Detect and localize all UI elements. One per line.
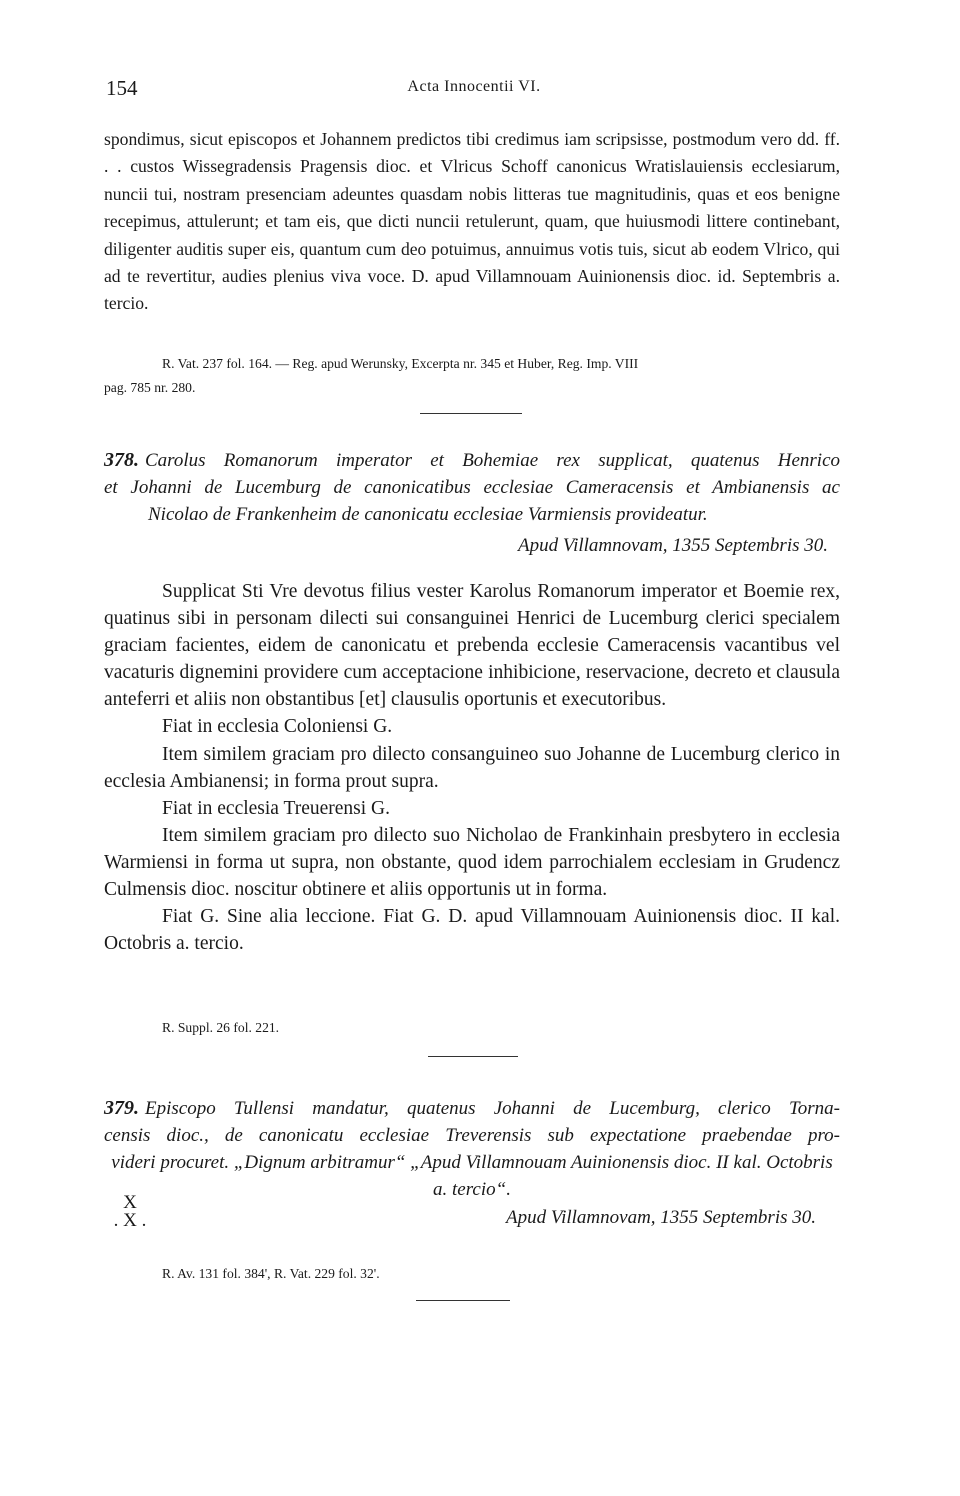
entry-date: Apud Villamnovam, 1355 Septembris 30. [518, 535, 828, 556]
text-paragraph: Supplicat Sti Vre devotus filius vester Karolus Romanorum imperator et Boemie rex, quatinus sibi in personam dilecti sui consanguinei Henrici de Lucemburg clerici specialem graciam facientes, eidem de canonicatu et prebenda ecclesie Cameracensis vacantibus vel vacaturis dignemini providere cum acceptacione inhibicione, reservacione, decreto et clausula anteferri et aliis non obstantibus [et] clausulis oportunis et executoribus. [104, 581, 840, 711]
entry-date: Apud Villamnovam, 1355 Septembris 30. [506, 1207, 816, 1228]
source-line: pag. 785 nr. 280. [104, 380, 196, 395]
regest-line: et Johanni de Lucemburg de canonicatibus ecclesiae Cameracensis et Ambianensis ac [104, 477, 840, 498]
section-divider [428, 1056, 518, 1057]
regest-line: videri procuret. „Dignum arbitramur“ „Apud Villamnouam Auinionensis dioc. II kal. Octobris a. tercio“. [111, 1152, 833, 1200]
text-paragraph: Fiat G. Sine alia leccione. Fiat G. D. apud Villamnouam Auinionensis dioc. II kal. Octobris a. tercio. [104, 906, 840, 955]
text-paragraph: Item similem graciam pro dilecto consanguineo suo Johanne de Lucemburg clerico in ecclesia Ambianensi; in forma prout supra. [104, 743, 840, 792]
regest-line: Carolus Romanorum imperator et Bohemiae rex supplicat, quatenus Henrico [145, 450, 840, 471]
entry-number: 378. [104, 449, 139, 471]
section-divider [420, 413, 522, 414]
mark-bottom: . X . [113, 1210, 147, 1231]
entry-number: 379. [104, 1097, 139, 1119]
entry-379-source: R. Av. 131 fol. 384', R. Vat. 229 fol. 32'. [162, 1266, 380, 1281]
text-paragraph: Fiat in ecclesia Treuerensi G. [162, 797, 390, 819]
scribal-marks [108, 1194, 152, 1230]
previous-entry-source [104, 352, 840, 400]
running-title: Acta Innocentii VI. [407, 78, 541, 95]
page-header [106, 76, 842, 106]
text-paragraph: Item similem graciam pro dilecto suo Nicholao de Frankinhain presbytero in ecclesia Warmiensi in forma ut supra, non obstante, quod idem parrochialem ecclesiam in Grudencz Culmensis dioc. noscitur obtinere et aliis opportunis ut in forma. [104, 824, 840, 901]
entry-378-text [104, 578, 840, 957]
entry-379-regest [104, 1095, 840, 1203]
mark-top: X [123, 1192, 137, 1213]
previous-entry-paragraph: spondimus, sicut episcopos et Johannem predictos tibi credimus iam scripsisse, postmodum vero dd. ff. . . custos Wissegradensis Pragensis dioc. et Vlricus Schoff canonicus Wratislauiensis ecclesiarum, nuncii tui, nostram presenciam adeuntes quasdam nobis litteras tue magnitudinis, quas et eos benigne recepimus, attulerunt; et tam eis, que dicti nuncii retulerunt, quam, que huiusmodi littere continebant, diligenter auditis super eis, quantum cum deo potuimus, annuimus votis tuis, sicut ab eodem Vlrico, qui ad te revertitur, audies plenius viva voce. D. apud Villamnouam Auinionensis dioc. id. Septembris a. tercio. [104, 129, 840, 314]
regest-line: Episcopo Tullensi mandatur, quatenus Johanni de Lucemburg, clerico Torna- [145, 1098, 840, 1119]
regest-line: censis dioc., de canonicatu ecclesiae Treverensis sub expectatione praebendae pro- [104, 1125, 840, 1146]
regest-line: Nicolao de Frankenheim de canonicatu ecclesiae Varmiensis provideatur. [148, 504, 708, 525]
previous-entry-text [104, 126, 840, 318]
text-paragraph: Fiat in ecclesia Coloniensi G. [162, 716, 393, 738]
page-number: 154 [106, 76, 138, 100]
section-divider [416, 1300, 510, 1301]
entry-378-regest [104, 447, 840, 559]
source-line: R. Vat. 237 fol. 164. — Reg. apud Werunsky, Excerpta nr. 345 et Huber, Reg. Imp. VIII [162, 356, 639, 371]
entry-378-source: R. Suppl. 26 fol. 221. [162, 1020, 280, 1035]
